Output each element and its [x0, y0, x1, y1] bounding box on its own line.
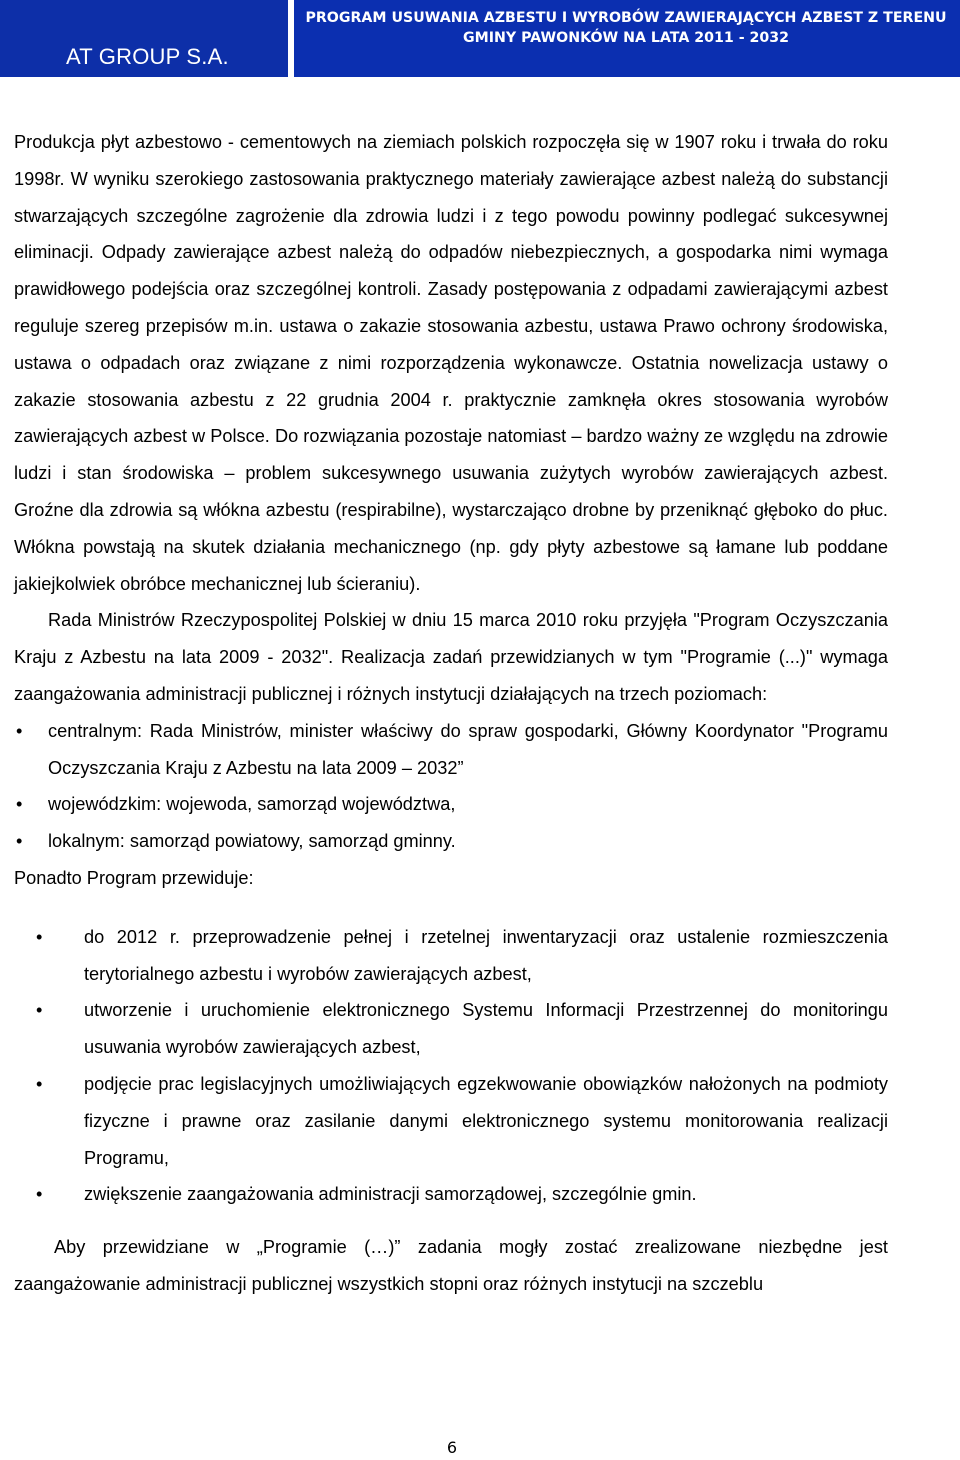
list-item: • centralnym: Rada Ministrów, minister właściwy do spraw gospodarki, Główny Koordynator "Programu Oczyszczania Kraju z Azbestu na lata 2009 – 2032”	[14, 713, 888, 787]
paragraph-program-adoption: Rada Ministrów Rzeczypospolitej Polskiej w dniu 15 marca 2010 roku przyjęła "Program Oczyszczania Kraju z Azbestu na lata 2009 - 2032". Realizacja zadań przewidzianych w tym "Programie (...)" wymaga zaangażowania administracji publicznej i różnych instytucji działających na trzech poziomach:	[14, 610, 888, 704]
program-title-line2: GMINY PAWONKÓW NA LATA 2011 - 2032	[462, 30, 790, 46]
company-name: AT GROUP S.A.	[66, 44, 229, 69]
company-banner	[0, 0, 290, 77]
page-number: 6	[446, 1438, 458, 1457]
header-divider	[288, 0, 294, 77]
levels-list	[14, 713, 888, 860]
list-item: • zwiększenie zaangażowania administracji samorządowej, szczególnie gmin.	[14, 1176, 888, 1213]
list-item: • do 2012 r. przeprowadzenie pełnej i rzetelnej inwentaryzacji oraz ustalenie rozmieszczenia terytorialnego azbestu i wyrobów zawierających azbest,	[14, 919, 888, 993]
list-item: • utworzenie i uruchomienie elektronicznego Systemu Informacji Przestrzennej do monitoringu usuwania wyrobów zawierających azbest,	[14, 992, 888, 1066]
provisions-list	[14, 919, 888, 1213]
page-header	[0, 0, 960, 77]
list-item: • podjęcie prac legislacyjnych umożliwiających egzekwowanie obowiązków nałożonych na podmioty fizyczne i prawne oraz zasilanie danymi elektronicznego systemu monitorowania realizacji Programu,	[14, 1066, 888, 1176]
document-body	[14, 124, 888, 1303]
paragraph-program-provides: Ponadto Program przewiduje:	[14, 867, 254, 888]
program-title-line1: PROGRAM USUWANIA AZBESTU I WYROBÓW ZAWIERAJĄCYCH AZBEST Z TERENU	[305, 10, 947, 26]
list-item: • lokalnym: samorząd powiatowy, samorząd gminny.	[14, 823, 888, 860]
program-title	[298, 8, 954, 48]
paragraph-implementation: Aby przewidziane w „Programie (…)” zadania mogły zostać zrealizowane niezbędne jest zaangażowanie administracji publicznej wszystkich stopni oraz różnych instytucji na szczeblu	[14, 1237, 888, 1294]
paragraph-asbestos-history: Produkcja płyt azbestowo - cementowych na ziemiach polskich rozpoczęła się w 1907 roku i trwała do roku 1998r. W wyniku szerokiego zastosowania praktycznego materiały zawierające azbest należą do substancji stwarzających szczególne zagrożenie dla zdrowia ludzi i z tego powodu powinny podlegać sukcesywnej eliminacji. Odpady zawierające azbest należą do odpadów niebezpiecznych, a gospodarka nimi wymaga prawidłowego podejścia oraz szczególnej kontroli. Zasady postępowania z odpadami zawierającymi azbest reguluje szereg przepisów m.in. ustawa o zakazie stosowania azbestu, ustawa Prawo ochrony środowiska, ustawa o odpadach oraz związane z nimi rozporządzenia wykonawcze. Ostatnia nowelizacja ustawy o zakazie stosowania azbestu z 22 grudnia 2004 r. praktycznie zamknęła okres stosowania wyrobów zawierających azbest w Polsce. Do rozwiązania pozostaje natomiast – bardzo ważny ze względu na zdrowie ludzi i stan środowiska – problem sukcesywnego usuwania zużytych wyrobów zawierających azbest. Groźne dla zdrowia są włókna azbestu (respirabilne), wystarczająco drobne by przeniknąć głęboko do płuc. Włókna powstają na skutek działania mechanicznego (np. gdy płyty azbestowe są łamane lub poddane jakiejkolwiek obróbce mechanicznej lub ścieraniu).	[14, 132, 888, 594]
list-item: • wojewódzkim: wojewoda, samorząd województwa,	[14, 786, 888, 823]
